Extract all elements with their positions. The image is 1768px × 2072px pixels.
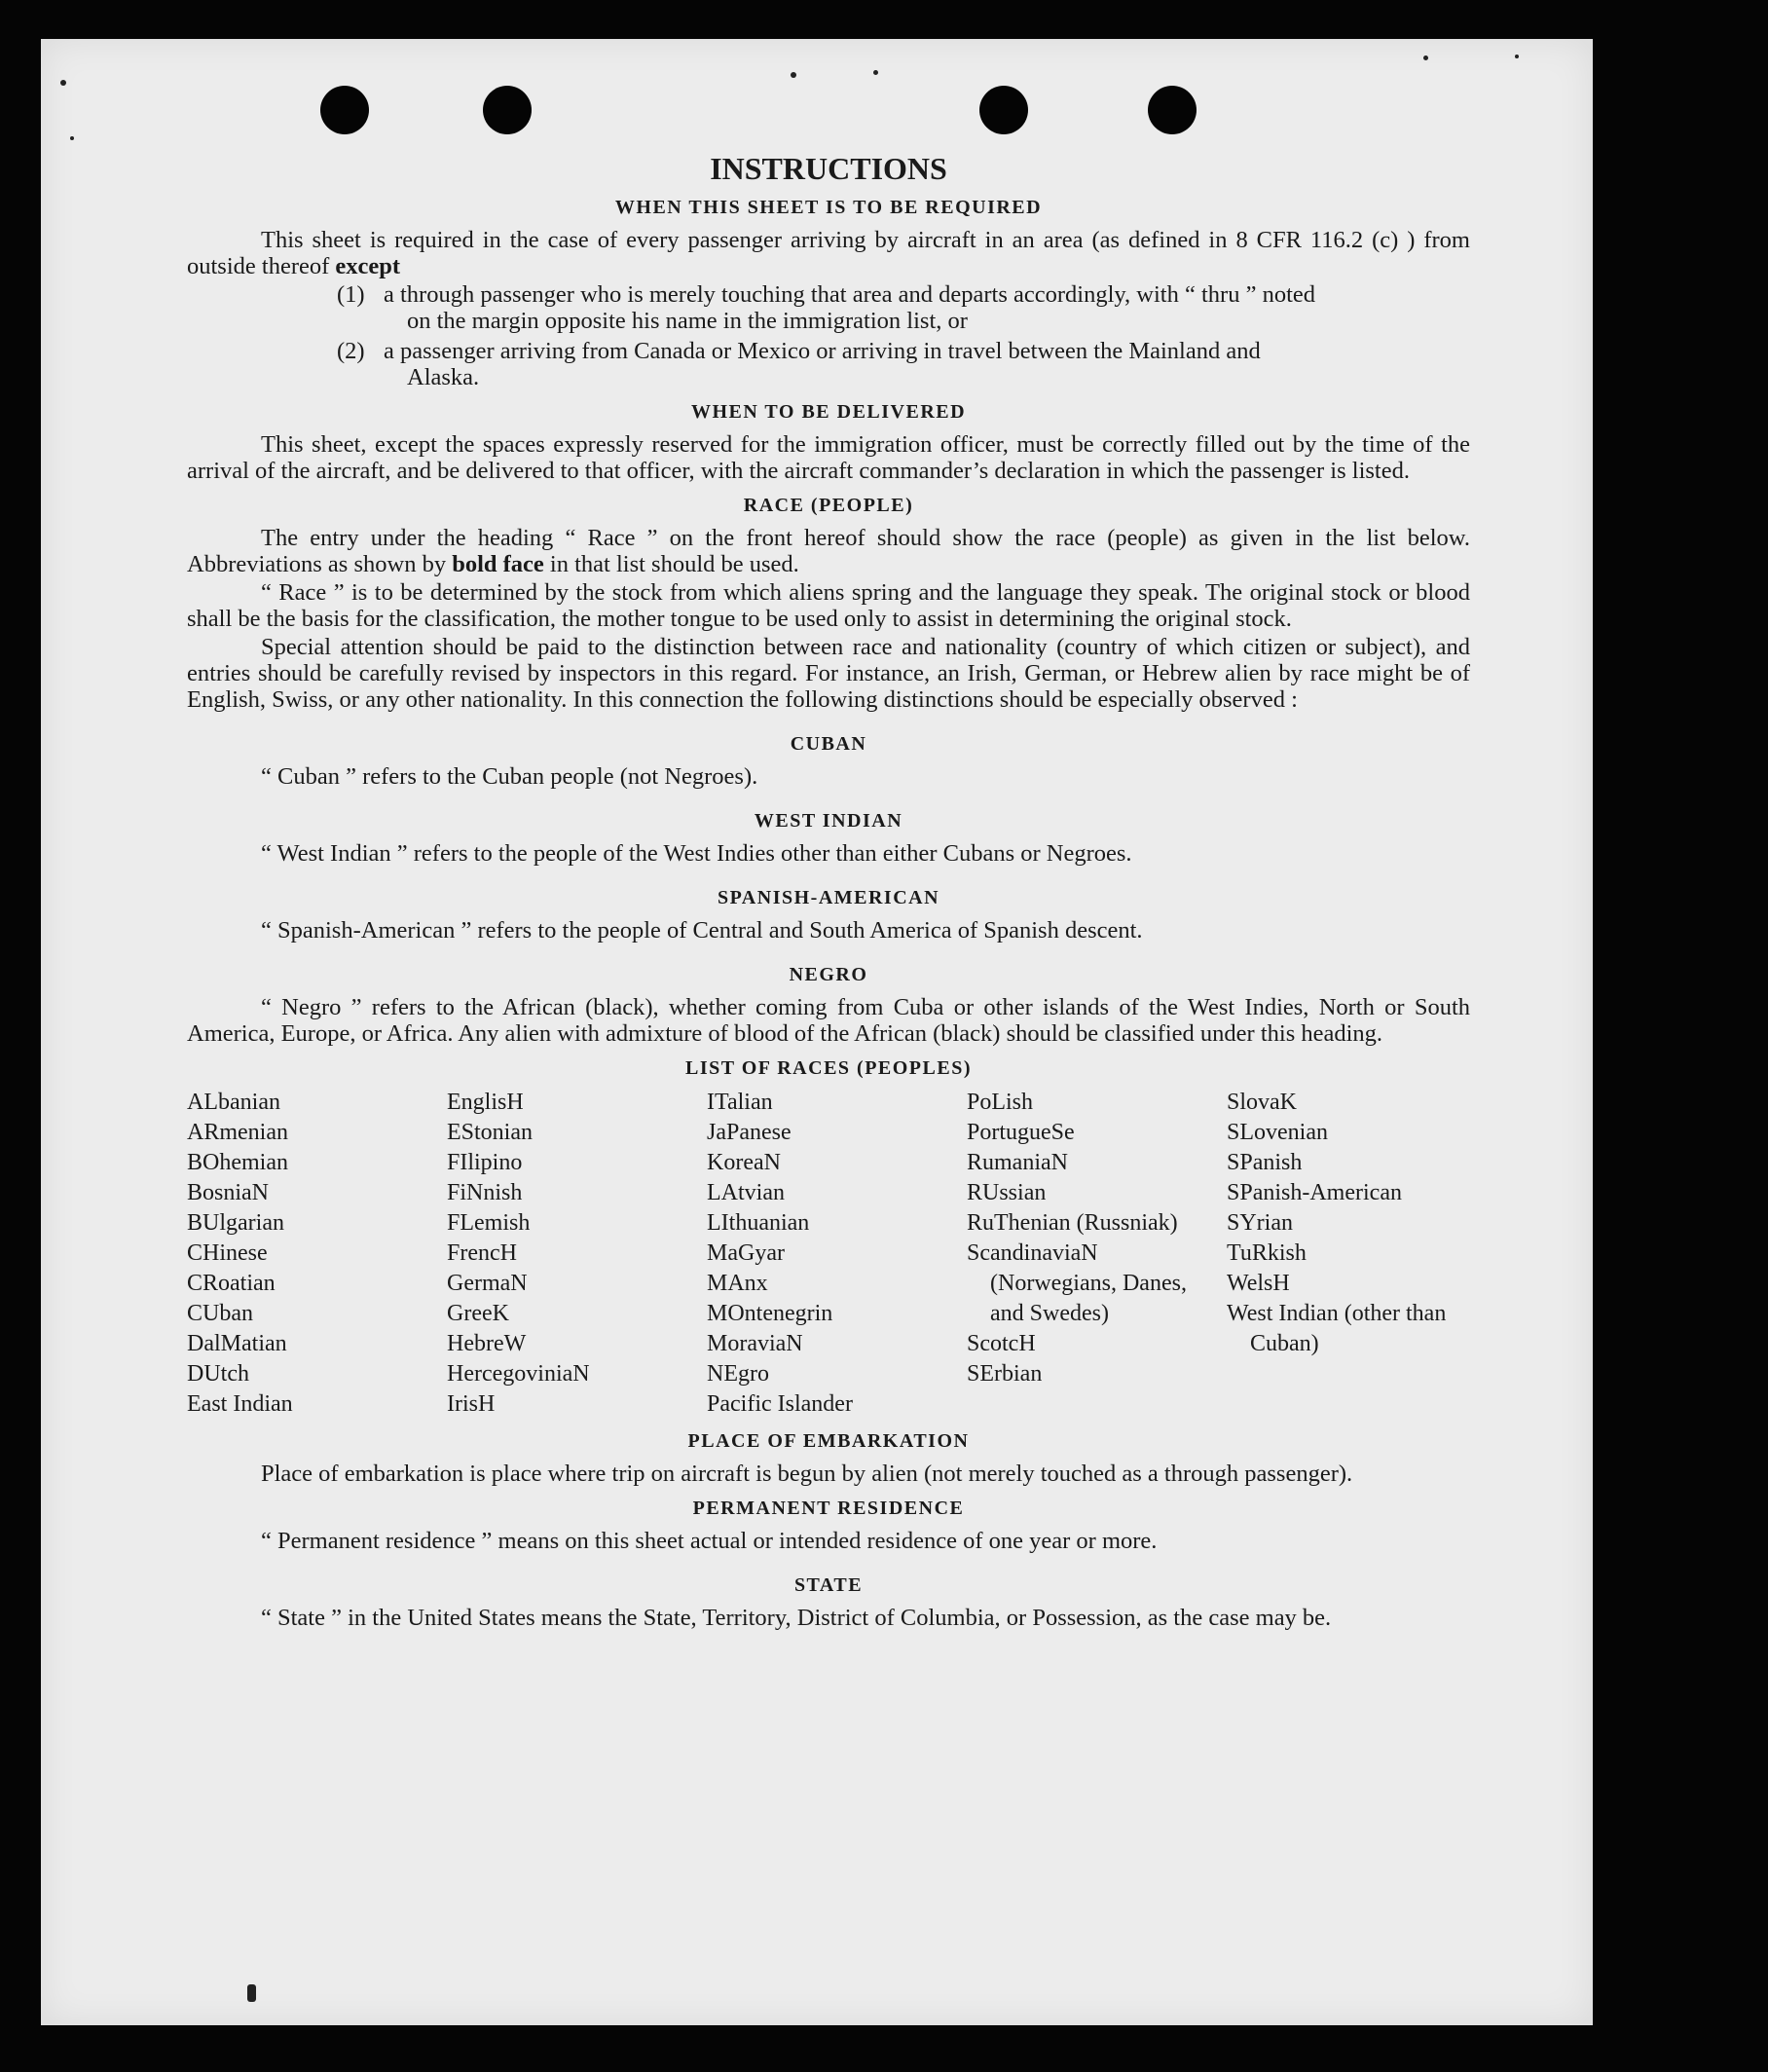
exception-continuation: on the margin opposite his name in the immigration list, or [407, 308, 968, 334]
state-paragraph: “ State ” in the United States means the State, Territory, District of Columbia, or Possession, as the case may be. [261, 1605, 1332, 1631]
delivered-paragraph: This sheet, except the spaces expressly reserved for the immigration officer, must be correctly filled out by the time of the arrival of the aircraft, and be delivered to that officer, with the aircraft commander’s declaration in which the passenger is listed. [187, 431, 1470, 484]
section-heading-race: RACE (PEOPLE) [743, 495, 914, 516]
punch-hole [1148, 86, 1197, 134]
punch-hole [979, 86, 1028, 134]
section-heading-negro: NEGRO [789, 964, 868, 985]
speck [60, 80, 66, 86]
races-column [187, 1088, 447, 1420]
race-item: FIlipino [447, 1150, 523, 1175]
section-heading-state: STATE [793, 1574, 864, 1596]
race-item: BosniaN [187, 1180, 269, 1205]
race-item: RUssian [967, 1180, 1047, 1205]
page-title: INSTRUCTIONS [710, 151, 947, 186]
race-item: MoraviaN [707, 1331, 803, 1356]
races-column [447, 1088, 707, 1420]
race-item: DalMatian [187, 1331, 287, 1356]
races-column [707, 1088, 967, 1420]
negro-paragraph: “ Negro ” refers to the African (black), whether coming from Cuba or other islands of the West Indies, North or South America, Europe, or Africa. Any alien with admixture of blood of the African (black) should be classified under this heading. [187, 994, 1470, 1047]
race-item: CRoatian [187, 1271, 276, 1296]
section-heading-residence: PERMANENT RESIDENCE [692, 1498, 965, 1519]
speck [247, 1984, 256, 2002]
race-item: RuThenian (Russniak) [967, 1210, 1178, 1236]
speck [791, 72, 796, 78]
race-item: PoLish [967, 1090, 1034, 1115]
race-item: WelsH [1227, 1271, 1290, 1296]
race-item: MAnx [707, 1271, 768, 1296]
race-item: FrencH [447, 1240, 517, 1266]
race-p1-text: The entry under the heading “ Race ” on the front hereof should show the race (people) as given in the list below. Abbreviations as shown by [187, 525, 1470, 577]
section-heading-west-indian: WEST INDIAN [754, 810, 903, 832]
race-item: East Indian [187, 1391, 293, 1417]
race-item: MOntenegrin [707, 1301, 833, 1326]
race-item: West Indian (other than Cuban) [1227, 1301, 1447, 1356]
speck [1515, 55, 1519, 58]
residence-paragraph: “ Permanent residence ” means on this sheet actual or intended residence of one year or more. [261, 1528, 1158, 1554]
speck [873, 70, 878, 75]
exception-continuation: Alaska. [407, 364, 480, 390]
race-item: GreeK [447, 1301, 509, 1326]
exception-number: (1) [337, 281, 365, 308]
race-item: GermaN [447, 1271, 528, 1296]
race-item: RumaniaN [967, 1150, 1068, 1175]
race-paragraph-2: “ Race ” is to be determined by the stock from which aliens spring and the language they speak. The original stock or blood shall be the basis for the classification, the mother tongue to be used only to assist in determining the original stock. [187, 579, 1470, 632]
race-item: BOhemian [187, 1150, 288, 1175]
exception-item [337, 281, 1470, 334]
exception-item [337, 338, 1470, 390]
section-heading-cuban: CUBAN [790, 733, 867, 755]
speck [70, 136, 74, 140]
punch-hole [320, 86, 369, 134]
cuban-paragraph: “ Cuban ” refers to the Cuban people (not Negroes). [261, 763, 758, 790]
race-item: SlovaK [1227, 1090, 1297, 1115]
race-p1-text-end: in that list should be used. [549, 551, 799, 577]
race-item: EStonian [447, 1120, 533, 1145]
intro-bold: except [335, 253, 401, 279]
race-item: DUtch [187, 1361, 249, 1387]
race-item: BUlgarian [187, 1210, 284, 1236]
exception-line: a through passenger who is merely touching that area and departs accordingly, with “ thru ” noted [384, 281, 1316, 308]
race-item: SYrian [1227, 1210, 1293, 1236]
document-page [41, 39, 1593, 2025]
race-item: Pacific Islander [707, 1391, 853, 1417]
race-item: KoreaN [707, 1150, 781, 1175]
section-heading-when-required: WHEN THIS SHEET IS TO BE REQUIRED [614, 197, 1043, 218]
race-item: CUban [187, 1301, 253, 1326]
race-item: LIthuanian [707, 1210, 810, 1236]
race-item: MaGyar [707, 1240, 785, 1266]
speck [1423, 56, 1428, 60]
race-item: HercegoviniaN [447, 1361, 590, 1387]
punch-hole [483, 86, 532, 134]
section-heading-embarkation: PLACE OF EMBARKATION [687, 1430, 970, 1452]
race-item: ITalian [707, 1090, 773, 1115]
race-item: SPanish-American [1227, 1180, 1402, 1205]
races-column [1227, 1088, 1470, 1420]
race-item: FLemish [447, 1210, 531, 1236]
exception-text [384, 338, 1470, 390]
races-column [967, 1088, 1227, 1420]
exception-text [384, 281, 1470, 334]
race-item: SLovenian [1227, 1120, 1328, 1145]
intro-text: This sheet is required in the case of every passenger arriving by aircraft in an area (as defined in 8 CFR 116.2 (c) ) from outside thereof [187, 227, 1470, 279]
race-item: JaPanese [707, 1120, 792, 1145]
race-item: FiNnish [447, 1180, 523, 1205]
spanish-american-paragraph: “ Spanish-American ” refers to the people of Central and South America of Spanish descent. [261, 917, 1143, 944]
instructions-content [187, 151, 1470, 1633]
exception-number: (2) [337, 338, 365, 364]
race-paragraph-3: Special attention should be paid to the distinction between race and nationality (country of which citizen or subject), and entries should be carefully revised by inspectors in this regard. For instance, an Irish, German, or Hebrew alien by race might be of English, Swiss, or any other nationality. In this connection the following distinctions should be especially observed : [187, 634, 1470, 713]
intro-paragraph [187, 227, 1470, 279]
race-paragraph-1 [187, 525, 1470, 577]
exception-line: a passenger arriving from Canada or Mexico or arriving in travel between the Mainland and [384, 338, 1261, 364]
west-indian-paragraph: “ West Indian ” refers to the people of the West Indies other than either Cubans or Negroes. [261, 840, 1132, 867]
race-item: EnglisH [447, 1090, 524, 1115]
race-item: ScandinaviaN (Norwegians, Danes, and Swedes) [967, 1240, 1187, 1326]
race-item: ALbanian [187, 1090, 280, 1115]
race-item: TuRkish [1227, 1240, 1307, 1266]
race-item: NEgro [707, 1361, 769, 1387]
race-item: CHinese [187, 1240, 268, 1266]
race-item: SErbian [967, 1361, 1043, 1387]
races-list [187, 1088, 1470, 1420]
race-item: ScotcH [967, 1331, 1036, 1356]
race-item: SPanish [1227, 1150, 1303, 1175]
race-item: LAtvian [707, 1180, 785, 1205]
race-item: ARmenian [187, 1120, 288, 1145]
race-p1-bold: bold face [452, 551, 544, 577]
race-item: HebreW [447, 1331, 527, 1356]
race-item: PortugueSe [967, 1120, 1075, 1145]
section-heading-list-of-races: LIST OF RACES (PEOPLES) [684, 1057, 972, 1079]
section-heading-spanish-american: SPANISH-AMERICAN [717, 887, 940, 908]
embarkation-paragraph: Place of embarkation is place where trip on aircraft is begun by alien (not merely touched as a through passenger). [261, 1461, 1353, 1487]
race-item: IrisH [447, 1391, 496, 1417]
section-heading-when-delivered: WHEN TO BE DELIVERED [690, 401, 967, 423]
